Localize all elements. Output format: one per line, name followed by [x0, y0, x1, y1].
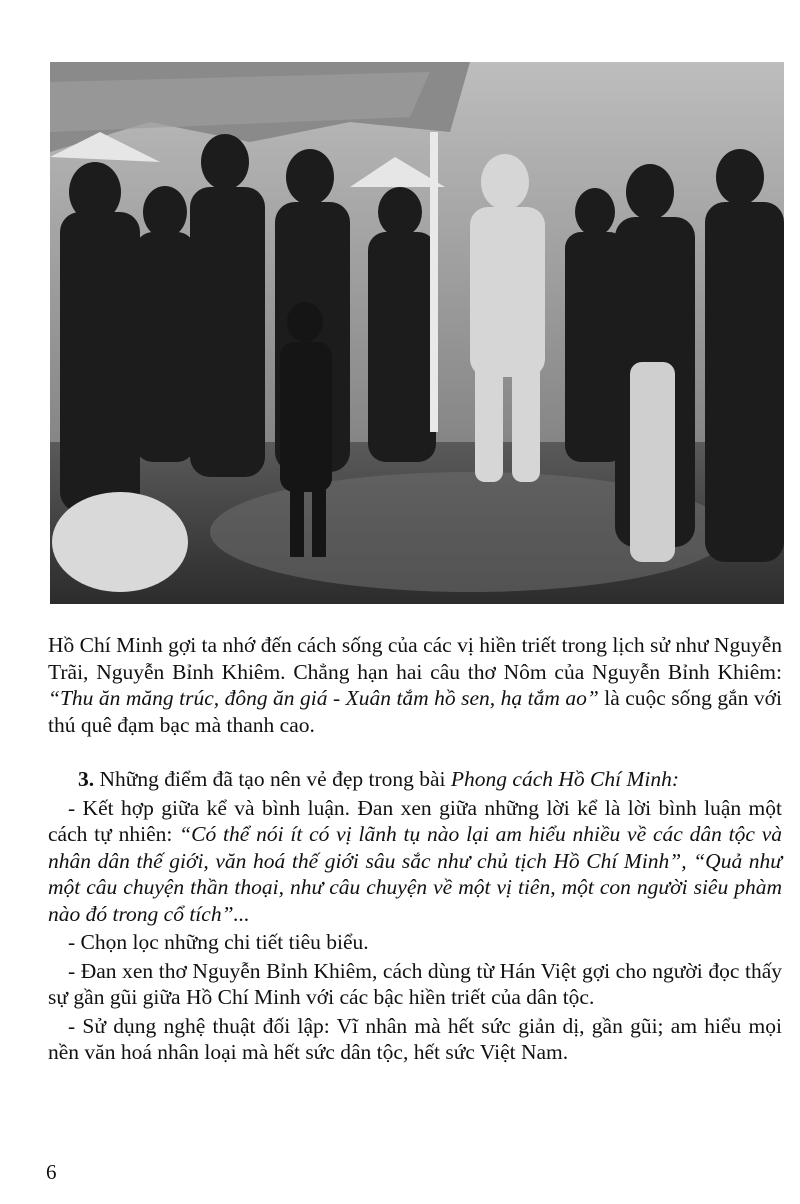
section-heading-text: Những điểm đã tạo nên vẻ đẹp trong bài	[94, 767, 451, 791]
poem-quote: “Thu ăn măng trúc, đông ăn giá - Xuân tắm hồ sen, hạ tắm ao”	[48, 686, 599, 710]
section-3	[48, 766, 782, 1066]
historical-photo	[50, 62, 784, 604]
list-item: - Đan xen thơ Nguyễn Bỉnh Khiêm, cách dùng từ Hán Việt gợi cho người đọc thấy sự gần gũi giữa Hồ Chí Minh với các bậc hiền triết của dân tộc.	[48, 958, 782, 1009]
historical-photo-icon	[50, 62, 784, 604]
paragraph-intro-text-b: là cuộc sống gắn với thú quê đạm bạc mà thanh cao.	[48, 686, 782, 737]
list-item	[48, 795, 782, 928]
section-3-heading	[48, 766, 782, 793]
item-1-quote: “Có thể nói ít có vị lãnh tụ nào lại am hiểu nhiều về các dân tộc và nhân dân thế giới, văn hoá thế giới sâu sắc như chủ tịch Hồ Chí Minh”, “Quả như một câu chuyện thần thoại, như câu chuyện về một vị tiên, một con người siêu phàm nào đó trong cổ tích”...	[48, 822, 782, 926]
section-number: 3.	[78, 767, 95, 791]
list-item: - Sử dụng nghệ thuật đối lập: Vĩ nhân mà hết sức giản dị, gần gũi; am hiểu mọi nền văn hoá nhân loại mà hết sức dân tộc, hết sức Việt Nam.	[48, 1013, 782, 1064]
item-1-text: - Kết hợp giữa kể và bình luận. Đan xen giữa những lời kể là lời bình luận một cách tự nhiên:	[48, 795, 782, 846]
paragraph-intro	[48, 632, 782, 738]
page-number: 6	[46, 1160, 57, 1184]
paragraph-intro-text-a: Hồ Chí Minh gợi ta nhớ đến cách sống của các vị hiền triết trong lịch sử như Nguyễn Trãi, Nguyễn Bỉnh Khiêm. Chẳng hạn hai câu thơ Nôm của Nguyễn Bỉnh Khiêm:	[48, 633, 782, 684]
list-item: - Chọn lọc những chi tiết tiêu biểu.	[68, 930, 369, 954]
section-heading-title: Phong cách Hồ Chí Minh:	[450, 767, 679, 791]
